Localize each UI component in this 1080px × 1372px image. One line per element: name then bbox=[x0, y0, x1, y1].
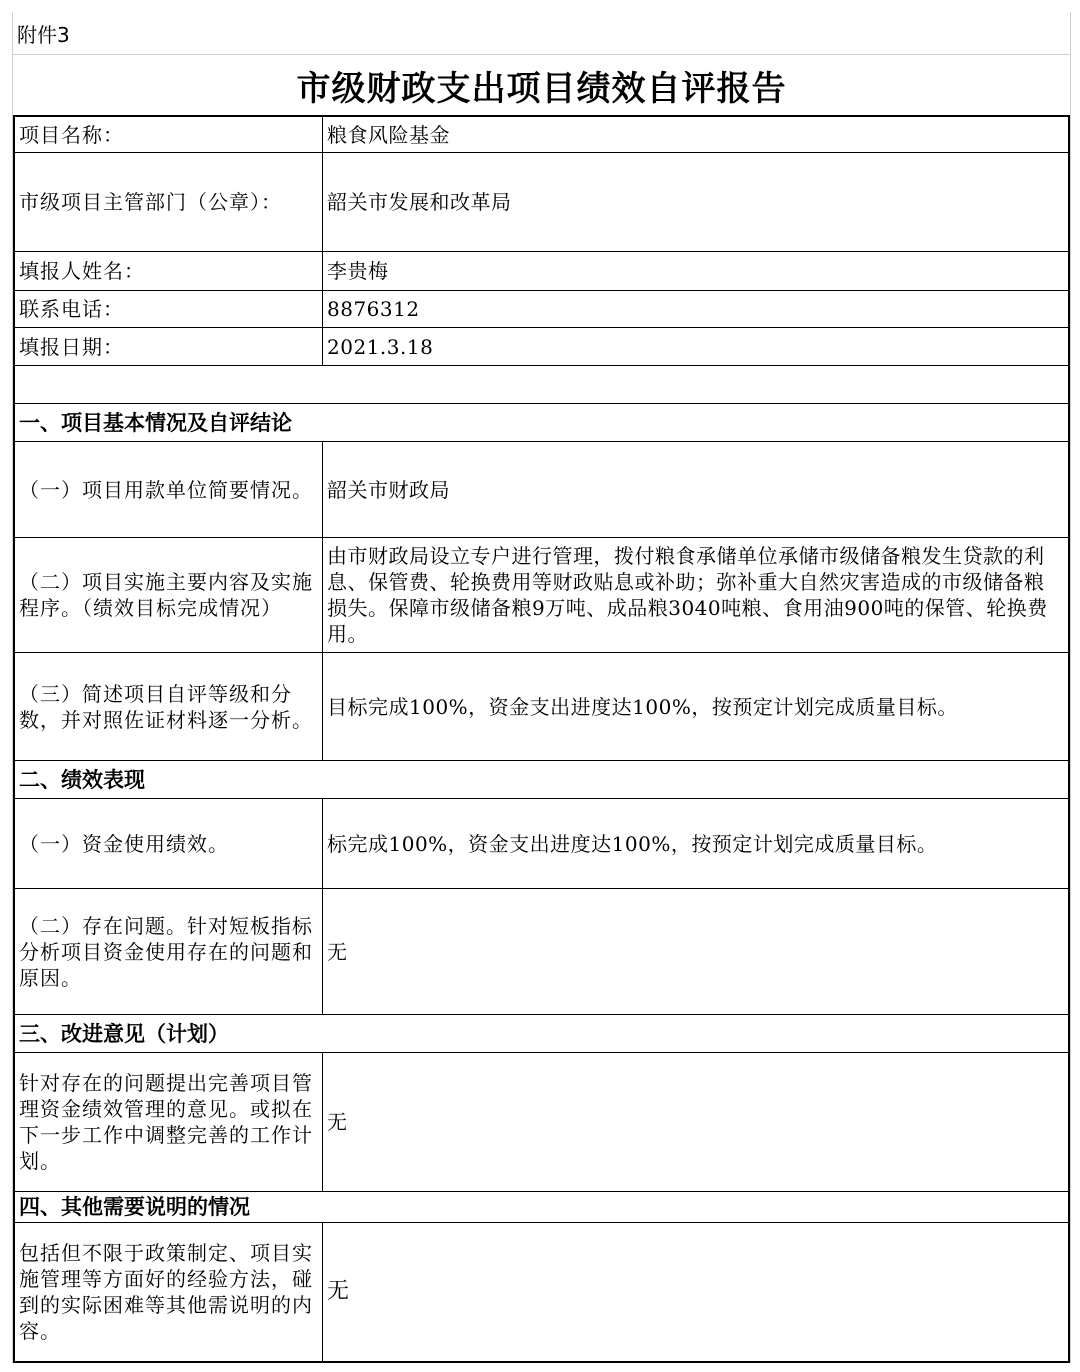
section1-item3-label-text: （三）简述项目自评等级和分数，并对照佐证材料逐一分析。 bbox=[19, 681, 313, 732]
section1-item2-label bbox=[13, 538, 323, 652]
section2-item2-label bbox=[13, 889, 323, 1014]
title-row bbox=[13, 55, 1070, 115]
section1-heading-row bbox=[13, 404, 1070, 442]
project-name-row bbox=[13, 115, 1070, 153]
section3-item1-row bbox=[13, 1053, 1070, 1192]
project-name-value: 粮食风险基金 bbox=[323, 117, 1070, 152]
section2-item2-label-text: （二）存在问题。针对短板指标分析项目资金使用存在的问题和原因。 bbox=[19, 913, 313, 990]
section4-item1-row bbox=[13, 1223, 1070, 1363]
section1-item3-label bbox=[13, 653, 323, 760]
section3-heading: 三、改进意见（计划） bbox=[13, 1015, 1070, 1052]
section1-item2-value-text: 由市财政局设立专户进行管理，拨付粮食承储单位承储市级储备粮发生贷款的利息、保管费、轮换费用等财政贴息或补助；弥补重大自然灾害造成的市级储备粮损失。保障市级储备粮9万吨、成品粮3040吨粮、食用油900吨的保管、轮换费用。 bbox=[327, 544, 1048, 646]
section1-item1-value: 韶关市财政局 bbox=[323, 442, 1070, 537]
section4-heading-row bbox=[13, 1192, 1070, 1223]
date-value: 2021.3.18 bbox=[323, 328, 1070, 365]
section3-heading-row bbox=[13, 1015, 1070, 1053]
section1-item3-value: 目标完成100%，资金支出进度达100%，按预定计划完成质量目标。 bbox=[323, 653, 1070, 760]
section2-item1-value: 标完成100%，资金支出进度达100%，按预定计划完成质量目标。 bbox=[323, 799, 1070, 888]
section4-item1-label bbox=[13, 1223, 323, 1361]
phone-row bbox=[13, 291, 1070, 328]
department-label: 市级项目主管部门（公章）： bbox=[13, 153, 323, 251]
blank-cell bbox=[13, 366, 1070, 403]
attachment-label: 附件3 bbox=[17, 22, 70, 47]
section1-item3-row bbox=[13, 653, 1070, 761]
section1-item2-value bbox=[323, 538, 1070, 652]
section2-item1-row bbox=[13, 799, 1070, 889]
section3-item1-label bbox=[13, 1053, 323, 1191]
section2-heading: 二、绩效表现 bbox=[13, 761, 1070, 798]
report-title: 市级财政支出项目绩效自评报告 bbox=[296, 68, 787, 109]
section3-item1-value: 无 bbox=[323, 1053, 1070, 1191]
report-sheet bbox=[12, 12, 1071, 1363]
department-value: 韶关市发展和改革局 bbox=[323, 153, 1070, 251]
date-label: 填报日期： bbox=[13, 328, 323, 365]
filler-label: 填报人姓名： bbox=[13, 252, 323, 290]
section1-item1-row bbox=[13, 442, 1070, 538]
blank-row bbox=[13, 366, 1070, 404]
section1-item2-row bbox=[13, 538, 1070, 653]
project-name-label: 项目名称： bbox=[13, 117, 323, 152]
section2-item2-value: 无 bbox=[323, 889, 1070, 1014]
section4-item1-value: 无 bbox=[323, 1223, 1070, 1361]
filler-value: 李贵梅 bbox=[323, 252, 1070, 290]
date-row bbox=[13, 328, 1070, 366]
section4-heading: 四、其他需要说明的情况 bbox=[13, 1192, 1070, 1222]
phone-label: 联系电话： bbox=[13, 291, 323, 327]
section3-item1-label-text: 针对存在的问题提出完善项目管理资金绩效管理的意见。或拟在下一步工作中调整完善的工作计划。 bbox=[19, 1071, 313, 1173]
section2-item2-row bbox=[13, 889, 1070, 1015]
section2-heading-row bbox=[13, 761, 1070, 799]
section1-heading: 一、项目基本情况及自评结论 bbox=[13, 404, 1070, 441]
department-row bbox=[13, 153, 1070, 252]
section1-item2-label-text: （二）项目实施主要内容及实施程序。（绩效目标完成情况） bbox=[19, 570, 313, 620]
section1-item1-label: （一）项目用款单位简要情况。 bbox=[13, 442, 323, 537]
phone-value: 8876312 bbox=[323, 291, 1070, 327]
section2-item1-label: （一）资金使用绩效。 bbox=[13, 799, 323, 888]
filler-row bbox=[13, 252, 1070, 291]
section4-item1-label-text: 包括但不限于政策制定、项目实施管理等方面好的经验方法，碰到的实际困难等其他需说明的内容。 bbox=[19, 1241, 313, 1343]
attachment-row bbox=[13, 12, 1070, 55]
